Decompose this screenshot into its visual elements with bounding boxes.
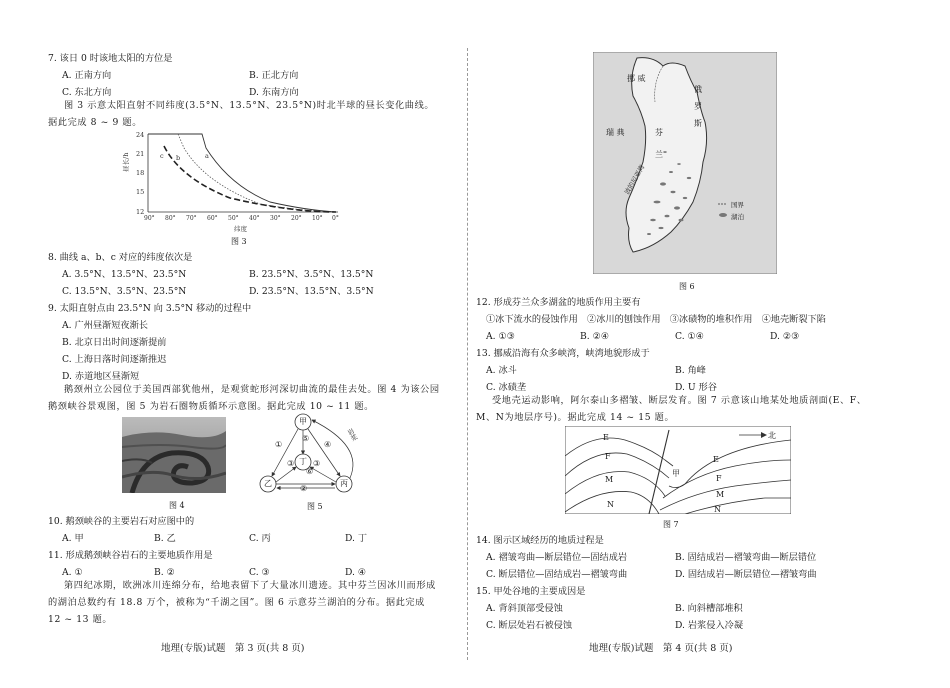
label-1: ① (275, 440, 283, 449)
label-finland-2: 兰 (655, 150, 663, 159)
q11-option-c[interactable]: C. ③ (249, 567, 270, 578)
q12-stem: 12. 形成芬兰众多湖盆的地质作用主要有 (476, 297, 641, 308)
q7-stem: 7. 该日 0 时该地太阳的方位是 (48, 53, 173, 64)
figure-6-caption: 图 6 (679, 282, 695, 291)
layer-f-right: F (716, 474, 722, 483)
xtick-90: 90° (144, 215, 155, 222)
label-4: ④ (324, 440, 332, 449)
node-yi-text: 乙 (264, 479, 272, 488)
q10-option-d[interactable]: D. 丁 (345, 533, 368, 544)
q7-option-c[interactable]: C. 东北方向 (62, 87, 112, 98)
layer-n-left: N (607, 500, 614, 509)
ytick-15: 15 (136, 188, 145, 196)
x-axis-label: 纬度 (234, 225, 247, 233)
figure-4-caption: 图 4 (169, 501, 185, 510)
footer-page-3: 地理(专版)试题 第 3 页(共 8 页) (161, 643, 305, 654)
curve-b (178, 134, 336, 212)
q14-option-c[interactable]: C. 断层错位—固结成岩—褶皱弯曲 (486, 569, 628, 580)
q15-option-a[interactable]: A. 背斜顶部受侵蚀 (486, 603, 563, 614)
magma-label: 岩浆 (345, 427, 359, 443)
q14-option-a[interactable]: A. 褶皱弯曲—断层错位—固结成岩 (486, 552, 628, 563)
xtick-30: 30° (270, 215, 281, 222)
q14-stem: 14. 图示区域经历的地质过程是 (476, 535, 604, 546)
ytick-12: 12 (136, 208, 145, 216)
q10-option-c[interactable]: C. 丙 (249, 533, 271, 544)
layer-m-right: M (716, 490, 725, 499)
node-ding-text: 丁 (299, 457, 307, 466)
figure-3-chart (120, 128, 350, 236)
q7-option-b[interactable]: B. 正北方向 (249, 70, 299, 81)
label-2: ② (300, 484, 308, 493)
q8-option-d[interactable]: D. 23.5°N、13.5°N、3.5°N (249, 286, 374, 297)
q12-option-d[interactable]: D. ②③ (770, 331, 800, 342)
figure-3-caption: 图 3 (231, 237, 247, 246)
label-sweden: 瑞 典 (606, 128, 625, 137)
q9-option-b[interactable]: B. 北京日出时间逐渐提前 (62, 337, 167, 348)
q15-stem: 15. 甲处谷地的主要成因是 (476, 586, 586, 597)
xtick-50: 50° (228, 215, 239, 222)
xtick-0: 0° (332, 215, 339, 222)
legend-lake: 湖泊 (731, 213, 744, 221)
curve-c-label: c (160, 152, 164, 160)
xtick-60: 60° (207, 215, 218, 222)
ytick-18: 18 (136, 169, 145, 177)
q7-option-a[interactable]: A. 正南方向 (62, 70, 112, 81)
intro-8-9: 图 3 示意太阳直射不同纬度(3.5°N、13.5°N、23.5°N)时北半球的昼长变化曲线。据此完成 8 ~ 9 题。 (48, 100, 435, 128)
xtick-10: 10° (312, 215, 323, 222)
intro-14-15: 受地壳运动影响，阿尔泰山多褶皱、断层发育。图 7 示意该山地某处地质剖面(E、F、M、N为地层序号)。据此完成 14 ~ 15 题。 (476, 395, 867, 423)
xtick-80: 80° (165, 215, 176, 222)
q15-option-c[interactable]: C. 断层处岩石被侵蚀 (486, 620, 573, 631)
q14-option-d[interactable]: D. 固结成岩—断层错位—褶皱弯曲 (675, 569, 817, 580)
ytick-24: 24 (136, 131, 145, 139)
label-russia-2: 罗 (694, 102, 702, 111)
q9-option-d[interactable]: D. 赤道地区昼渐短 (62, 371, 140, 382)
q7-option-d[interactable]: D. 东南方向 (249, 87, 299, 98)
q11-option-a[interactable]: A. ① (62, 567, 83, 578)
figure-7-caption: 图 7 (663, 520, 679, 529)
q9-option-c[interactable]: C. 上海日落时间逐渐推迟 (62, 354, 167, 365)
q11-option-d[interactable]: D. ④ (345, 567, 367, 578)
figure-4-photo (122, 417, 226, 493)
xtick-20: 20° (291, 215, 302, 222)
label-6: ⑥ (306, 467, 314, 476)
q13-option-c[interactable]: C. 冰碛垄 (486, 382, 527, 393)
q8-option-a[interactable]: A. 3.5°N、13.5°N、23.5°N (62, 269, 187, 280)
label-3a: ③ (287, 459, 295, 468)
layer-m-left: M (605, 475, 614, 484)
q12-option-b[interactable]: B. ②④ (580, 331, 610, 342)
intro-12-13: 第四纪冰期，欧洲冰川连绵分布，给地表留下了大量冰川遗迹。其中芬兰因冰川而形成的湖泊总数约有 18.8 万个，被称为“千湖之国”。图 6 示意芬兰湖泊的分布。据此完成 12 ~ 13 题。 (48, 580, 436, 625)
q11-stem: 11. 形成鹅颈峡谷岩石的主要地质作用是 (48, 550, 213, 561)
q9-stem: 9. 太阳直射点由 23.5°N 向 3.5°N 移动的过程中 (48, 303, 252, 314)
north-label: 北 (768, 431, 776, 440)
layer-n-right: N (714, 505, 721, 514)
y-axis-label: 昼长/h (122, 152, 130, 172)
layer-f-left: F (605, 452, 611, 461)
label-3b: ③ (313, 459, 321, 468)
q13-option-d[interactable]: D. U 形谷 (675, 382, 717, 393)
label-finland-1: 芬 (655, 128, 663, 137)
q8-stem: 8. 曲线 a、b、c 对应的纬度依次是 (48, 252, 193, 263)
q12-option-c[interactable]: C. ①④ (675, 331, 705, 342)
curve-b-label: b (176, 154, 181, 162)
label-norway: 挪 威 (627, 74, 646, 83)
curve-a-label: a (205, 152, 209, 160)
ytick-21: 21 (136, 150, 145, 158)
q10-stem: 10. 鹅颈峡谷的主要岩石对应图中的 (48, 516, 195, 527)
node-bing-text: 丙 (340, 479, 348, 488)
figure-5-rock-cycle (258, 412, 370, 498)
page-divider (467, 48, 468, 660)
q9-option-a[interactable]: A. 广州昼渐短夜渐长 (62, 320, 148, 331)
xtick-40: 40° (249, 215, 260, 222)
q12-option-a[interactable]: A. ①③ (486, 331, 515, 342)
layer-e-left: E (603, 433, 609, 442)
q8-option-c[interactable]: C. 13.5°N、3.5°N、23.5°N (62, 286, 187, 297)
label-5: ⑤ (302, 434, 310, 443)
footer-page-4: 地理(专版)试题 第 4 页(共 8 页) (589, 643, 733, 654)
q8-option-b[interactable]: B. 23.5°N、3.5°N、13.5°N (249, 269, 374, 280)
q12-items: ①冰下流水的侵蚀作用 ②冰川的刨蚀作用 ③冰碛物的堆积作用 ④地壳断裂下陷 (486, 314, 826, 325)
q13-option-a[interactable]: A. 冰斗 (486, 365, 517, 376)
site-jia: 甲 (672, 469, 680, 478)
xtick-70: 70° (186, 215, 197, 222)
label-russia-1: 俄 (694, 85, 702, 94)
node-jia-text: 甲 (299, 417, 307, 426)
q15-option-b[interactable]: B. 向斜槽部堆积 (675, 603, 743, 614)
q13-stem: 13. 挪威沿海有众多峡湾，峡湾地貌形成于 (476, 348, 650, 359)
q14-option-b[interactable]: B. 固结成岩—褶皱弯曲—断层错位 (675, 552, 817, 563)
figure-5-caption: 图 5 (307, 502, 323, 511)
figure-6-map (593, 52, 777, 274)
layer-e-right: E (713, 455, 719, 464)
legend-border: 国界 (731, 201, 744, 209)
q13-option-b[interactable]: B. 角峰 (675, 365, 706, 376)
intro-10-11: 鹅颈州立公园位于美国西部犹他州，是观赏蛇形河深切曲流的最佳去处。图 4 为该公园鹅颈峡谷景观图，图 5 为岩石圈物质循环示意图。据此完成 10 ~ 11 题。 (48, 384, 440, 412)
q11-option-b[interactable]: B. ② (154, 567, 175, 578)
q10-option-a[interactable]: A. 甲 (62, 533, 84, 544)
q15-option-d[interactable]: D. 岩浆侵入冷凝 (675, 620, 744, 631)
curve-a (148, 134, 336, 212)
q10-option-b[interactable]: B. 乙 (154, 533, 176, 544)
label-gulf-bothnia: 波的尼亚湾 (623, 163, 647, 196)
label-russia-3: 斯 (694, 119, 702, 128)
